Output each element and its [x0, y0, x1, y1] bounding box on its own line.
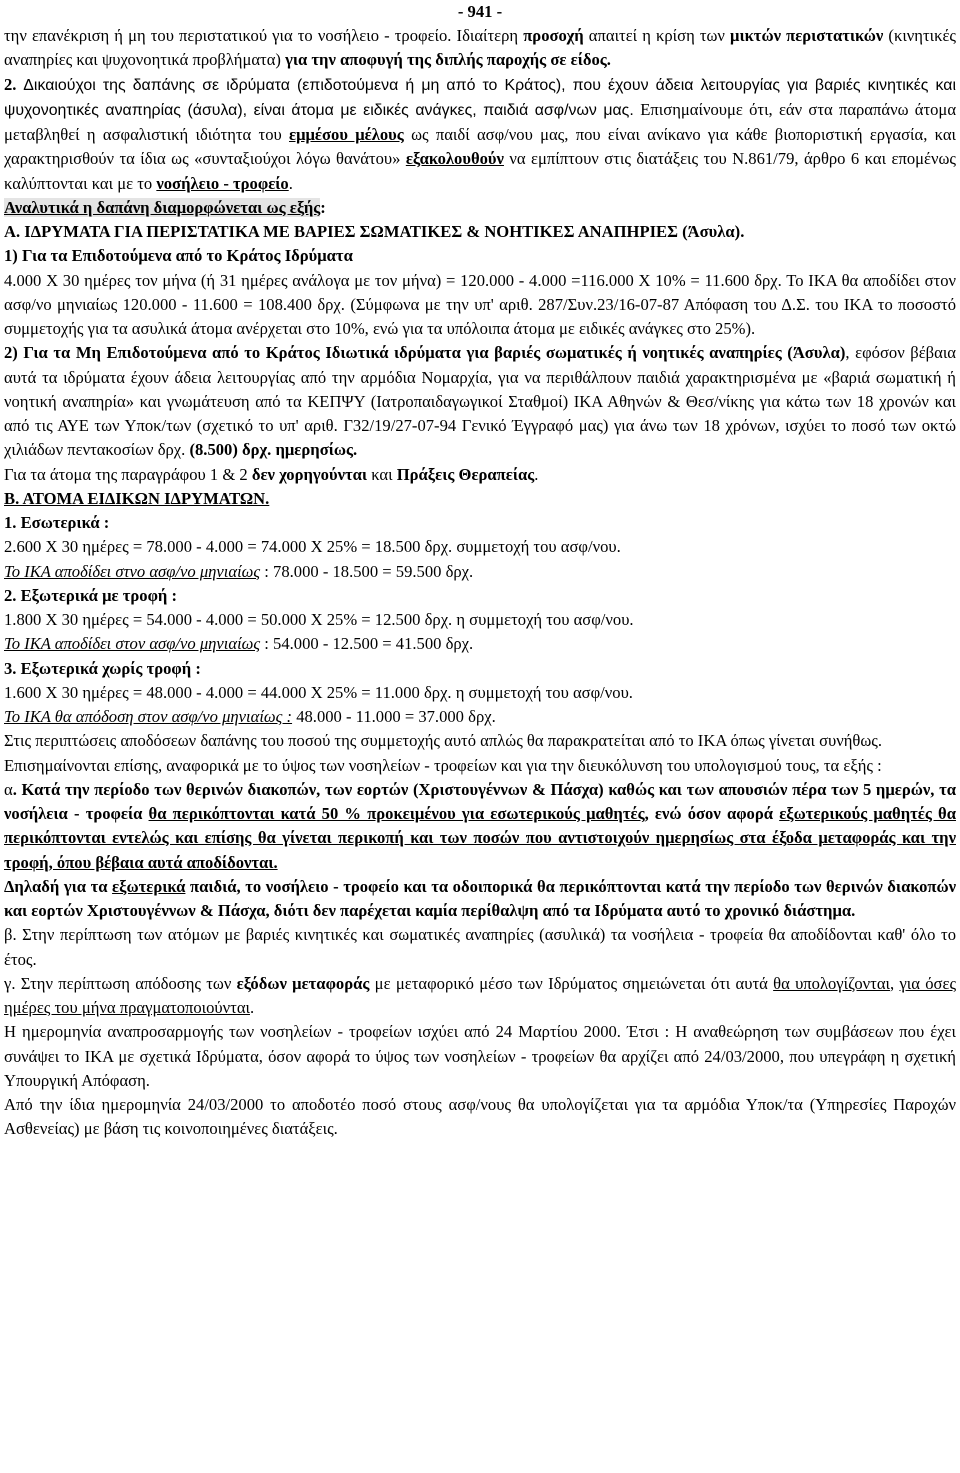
paragraph — [4, 560, 956, 584]
text-run: 48.000 - 11.000 = 37.000 δρχ. — [292, 707, 496, 726]
paragraph — [4, 1093, 956, 1142]
text-run: : 78.000 - 18.500 = 59.500 δρχ. — [260, 561, 474, 581]
text-run: (κινητικές αναπηρίες και ψυχονοητικά προβλήματα) — [4, 26, 956, 70]
text-run: Το ΙΚΑ θα απόδοση στον ασφ/νο μηνιαίως : — [4, 707, 293, 726]
text-run: γ. Στην περίπτωση απόδοσης των — [4, 973, 237, 993]
text-run: παιδιά, το νοσήλειο - τροφείο και τα οδοιπορικά θα περικόπτονται κατά την περίοδο των θερινών διακοπών και εορτών Χριστουγέννων & Πάσχα, διότι δεν παρέχεται καμία περίθαλψη από τα Ιδρύματα αυτό το χρονικό διάστημα. — [4, 876, 956, 920]
text-run: 1.600 Χ 30 ημέρες = 48.000 - 4.000 = 44.000 Χ 25% = 11.000 δρχ. η συμμετοχή του ασφ/νου. — [4, 682, 633, 702]
text-run: Επισημαίνονται επίσης, αναφορικά με το ύψος των νοσηλείων - τροφείων και για την διευκόλυνση του υπολογισμού τους, τα εξής : — [4, 755, 882, 775]
text-run: εξόδων μεταφοράς — [236, 973, 370, 993]
paragraph — [4, 657, 956, 681]
paragraph — [4, 196, 956, 220]
text-run: . — [534, 464, 539, 484]
paragraph — [4, 705, 956, 729]
paragraph — [4, 754, 956, 778]
text-run: 2. Εξωτερικά με τροφή : — [4, 585, 178, 605]
text-run: 2) Για τα Μη Επιδοτούμενα από το Κράτος Ιδιωτικά ιδρύματα για βαριές σωματικές ή νοητικές αναπηρίες (Άσυλα) — [4, 343, 846, 363]
text-run: 1. Εσωτερικά : — [4, 513, 110, 532]
text-run: θα περικόπτονται κατά 50 % προκειμένου για εσωτερικούς μαθητές — [148, 804, 645, 823]
text-run: εξωτερικούς μαθητές θα περικόπτονται εντελώς και επίσης θα γίνεται περικοπή και των ποσών που αντιστοιχούν ημερησίως στα έξοδα μεταφοράς και την τροφή, όπου βέβαια αυτά αποδίδονται. — [4, 804, 956, 872]
text-run: : 54.000 - 12.500 = 41.500 δρχ. — [260, 634, 474, 654]
paragraph — [4, 608, 956, 632]
paragraph — [4, 511, 956, 535]
text-run: Β. ΑΤΟΜΑ ΕΙΔΙΚΩΝ ΙΔΡΥΜΑΤΩΝ. — [4, 488, 270, 508]
text-run: να εμπίπτουν στις διατάξεις του Ν.861/79, άρθρο 6 και επομένως καλύπτονται και με το — [4, 149, 956, 193]
paragraph — [4, 923, 956, 972]
text-run: για όσες ημέρες του μήνα πραγματοποιούνται — [4, 973, 957, 1017]
text-run: . Κατά την περίοδο των θερινών διακοπών, των εορτών (Χριστουγέννων & Πάσχα) καθώς και των απουσιών πέρα των 5 ημερών, τα νοσήλεια - τροφεία — [4, 779, 956, 823]
document-body — [4, 24, 956, 1142]
text-run: θα υπολογίζονται — [773, 973, 890, 993]
paragraph — [4, 487, 956, 511]
text-run: 4.000 Χ 30 ημέρες τον μήνα (ή 31 ημέρες ανάλογα με τον μήνα) = 120.000 - 4.000 =116.000 Χ 10% = 11.600 δρχ. Το ΙΚΑ θα αποδίδει στον ασφ/νο μηνιαίως 120.000 - 11.600 = 108.400 δρχ. (Σύμφωνα με την υπ' αριθ. 287/Συν.23/16-07-87 Απόφαση του Δ.Σ. του ΙΚΑ το ποσοστό συμμετοχής για τα ασυλικά άτομα ανέρχεται στο 10%, ενώ για τα υπόλοιπα άτομα με ειδικές ανάγκες στο 25%). — [4, 270, 956, 338]
paragraph — [4, 463, 956, 487]
paragraph — [4, 73, 956, 196]
paragraph — [4, 778, 956, 875]
paragraph — [4, 269, 956, 342]
text-run: απαιτεί η κρίση των — [583, 26, 731, 45]
text-run: Επισημαίνουμε ότι, εάν στα παραπάνω άτομα μεταβληθεί η ασφαλιστική ιδιότητα του — [4, 99, 957, 144]
text-run: Α. ΙΔΡΥΜΑΤΑ ΓΙΑ ΠΕΡΙΣΤΑΤΙΚΑ ΜΕ ΒΑΡΙΕΣ ΣΩΜΑΤΙΚΕΣ & ΝΟΗΤΙΚΕΣ ΑΝΑΠΗΡΙΕΣ (Άσυλα). — [4, 222, 745, 241]
text-run: με μεταφορικό μέσο των Ιδρύματος σημειώνεται ότι αυτά — [369, 973, 774, 993]
text-run: μικτών περιστατικών — [730, 26, 884, 45]
text-run: . — [288, 173, 293, 193]
text-run: Το ΙΚΑ αποδίδει στνο ασφ/νο μηνιαίως — [4, 561, 261, 581]
paragraph — [4, 729, 956, 753]
text-run: προσοχή — [523, 26, 584, 45]
text-run: , — [889, 973, 900, 993]
text-run: 3. Εξωτερικά χωρίς τροφή : — [4, 658, 201, 678]
paragraph — [4, 24, 956, 73]
text-run: , εφόσον βέβαια αυτά τα ιδρύματα έχουν άδεια λειτουργίας από την αρμόδια Νομαρχία, για να περιθάλπουν παιδιά χαρακτηρισμένα με «βαριά σωματική ή νοητική αναπηρία» και γνωμάτευση από τα ΚΕΠΨΥ (Ιατροπαιδαγωγικοί Σταθμοί) ΙΚΑ Αθηνών & Θεσ/νίκης για κάτω των 18 χρονών και από τις ΑΥΕ των Υποκ/των (σχετικό το υπ' αριθ. Γ32/19/27-07-94 Γενικό Έγγραφό μας) για άνω των 18 χρόνων, ισχύει το ποσό των οκτώ χιλιάδων πεντακοσίων δρχ. — [4, 343, 956, 460]
text-run: 1) Για τα Επιδοτούμενα από το Κράτος Ιδρύματα — [4, 246, 353, 266]
text-run: Από την ίδια ημερομηνία 24/03/2000 το αποδοτέο ποσό στους ασφ/νους θα υπολογίζεται για τα αρμόδια Υποκ/τα (Υπηρεσίες Παροχών Ασθενείας) με βάση τις κοινοποιημένες διατάξεις. — [4, 1095, 956, 1139]
text-run: δεν χορηγούνται — [251, 464, 368, 484]
text-run: ως παιδί ασφ/νου μας, που είναι ανίκανο για κάθε βιοποριστική εργασία, και χαρακτηρισθούν τα ίδια ως «συνταξιούχοι λόγω θανάτου» — [4, 125, 957, 169]
paragraph — [4, 875, 956, 924]
text-run: εμμέσου μέλους — [289, 125, 404, 144]
paragraph — [4, 681, 956, 705]
text-run: την επανέκριση ή μη του περιστατικού για το νοσήλειο - τροφείο. Ιδιαίτερη — [4, 26, 524, 45]
text-run: εξακολουθούν — [405, 149, 504, 169]
text-run: εξωτερικά — [112, 876, 186, 896]
paragraph — [4, 535, 956, 559]
paragraph — [4, 341, 956, 462]
text-run: και — [367, 464, 397, 484]
text-run: νοσήλειο - τροφείο — [156, 173, 289, 193]
paragraph — [4, 1020, 956, 1093]
text-run: Το ΙΚΑ αποδίδει στον ασφ/νο μηνιαίως — [4, 634, 261, 654]
text-run: για την αποφυγή της διπλής παροχής σε είδος. — [285, 50, 611, 70]
text-run: (8.500) δρχ. ημερησίως. — [189, 440, 358, 460]
text-run: . — [249, 998, 255, 1017]
text-run: 1.800 Χ 30 ημέρες = 54.000 - 4.000 = 50.000 Χ 25% = 12.500 δρχ. η συμμετοχή του ασφ/νου. — [4, 610, 634, 629]
text-run: Αναλυτικά η δαπάνη διαμορφώνεται ως εξής — [4, 197, 321, 217]
paragraph — [4, 972, 956, 1021]
text-run: Για τα άτομα της παραγράφου 1 & 2 — [4, 464, 252, 484]
text-run: Πράξεις Θεραπείας — [396, 464, 535, 484]
text-run: , ενώ όσον αφορά — [644, 804, 780, 823]
text-run: α — [4, 779, 13, 799]
paragraph — [4, 584, 956, 608]
paragraph — [4, 220, 956, 244]
text-run: : — [320, 197, 326, 217]
text-run: Δικαιούχοι της δαπάνης σε ιδρύματα (επιδοτούμενα ή μη από το Κράτος), που έχουν άδεια λειτουργίας για βαριές κινητικές και ψυχονοητικές αναπηρίας (άσυλα), είναι άτομα με ειδικές ανάγκες, παιδιά ασφ/νων μας. — [4, 76, 957, 119]
text-run: Στις περιπτώσεις αποδόσεων δαπάνης του ποσού της συμμετοχής αυτό απλώς θα παρακρατείται από το ΙΚΑ όπως γίνεται συνήθως. — [4, 731, 883, 751]
page-number: - 941 - — [457, 2, 503, 21]
text-run: Δηλαδή για τα — [4, 876, 113, 896]
text-run: Η ημερομηνία αναπροσαρμογής των νοσηλείων - τροφείων ισχύει από 24 Μαρτίου 2000. Έτσι : Η αναθεώρηση των συμβάσεων που έχει συνάψει το ΙΚΑ με σχετικά Ιδρύματα, όσον αφορά το ύψος των νοσηλείων - τροφείων θα αρχίζει από 24/03/2000, που υπεγράφη η σχετική Υπουργική Απόφαση. — [4, 1022, 956, 1090]
paragraph — [4, 244, 956, 268]
paragraph — [4, 632, 956, 656]
text-run: 2. — [4, 74, 24, 94]
text-run: 2.600 Χ 30 ημέρες = 78.000 - 4.000 = 74.000 Χ 25% = 18.500 δρχ. συμμετοχή του ασφ/νου. — [4, 537, 621, 557]
text-run: β. Στην περίπτωση των ατόμων με βαριές κινητικές και σωματικές αναπηρίες (ασυλικά) τα νοσήλεια - τροφεία θα αποδίδονται καθ' όλο το έτος. — [4, 925, 956, 969]
